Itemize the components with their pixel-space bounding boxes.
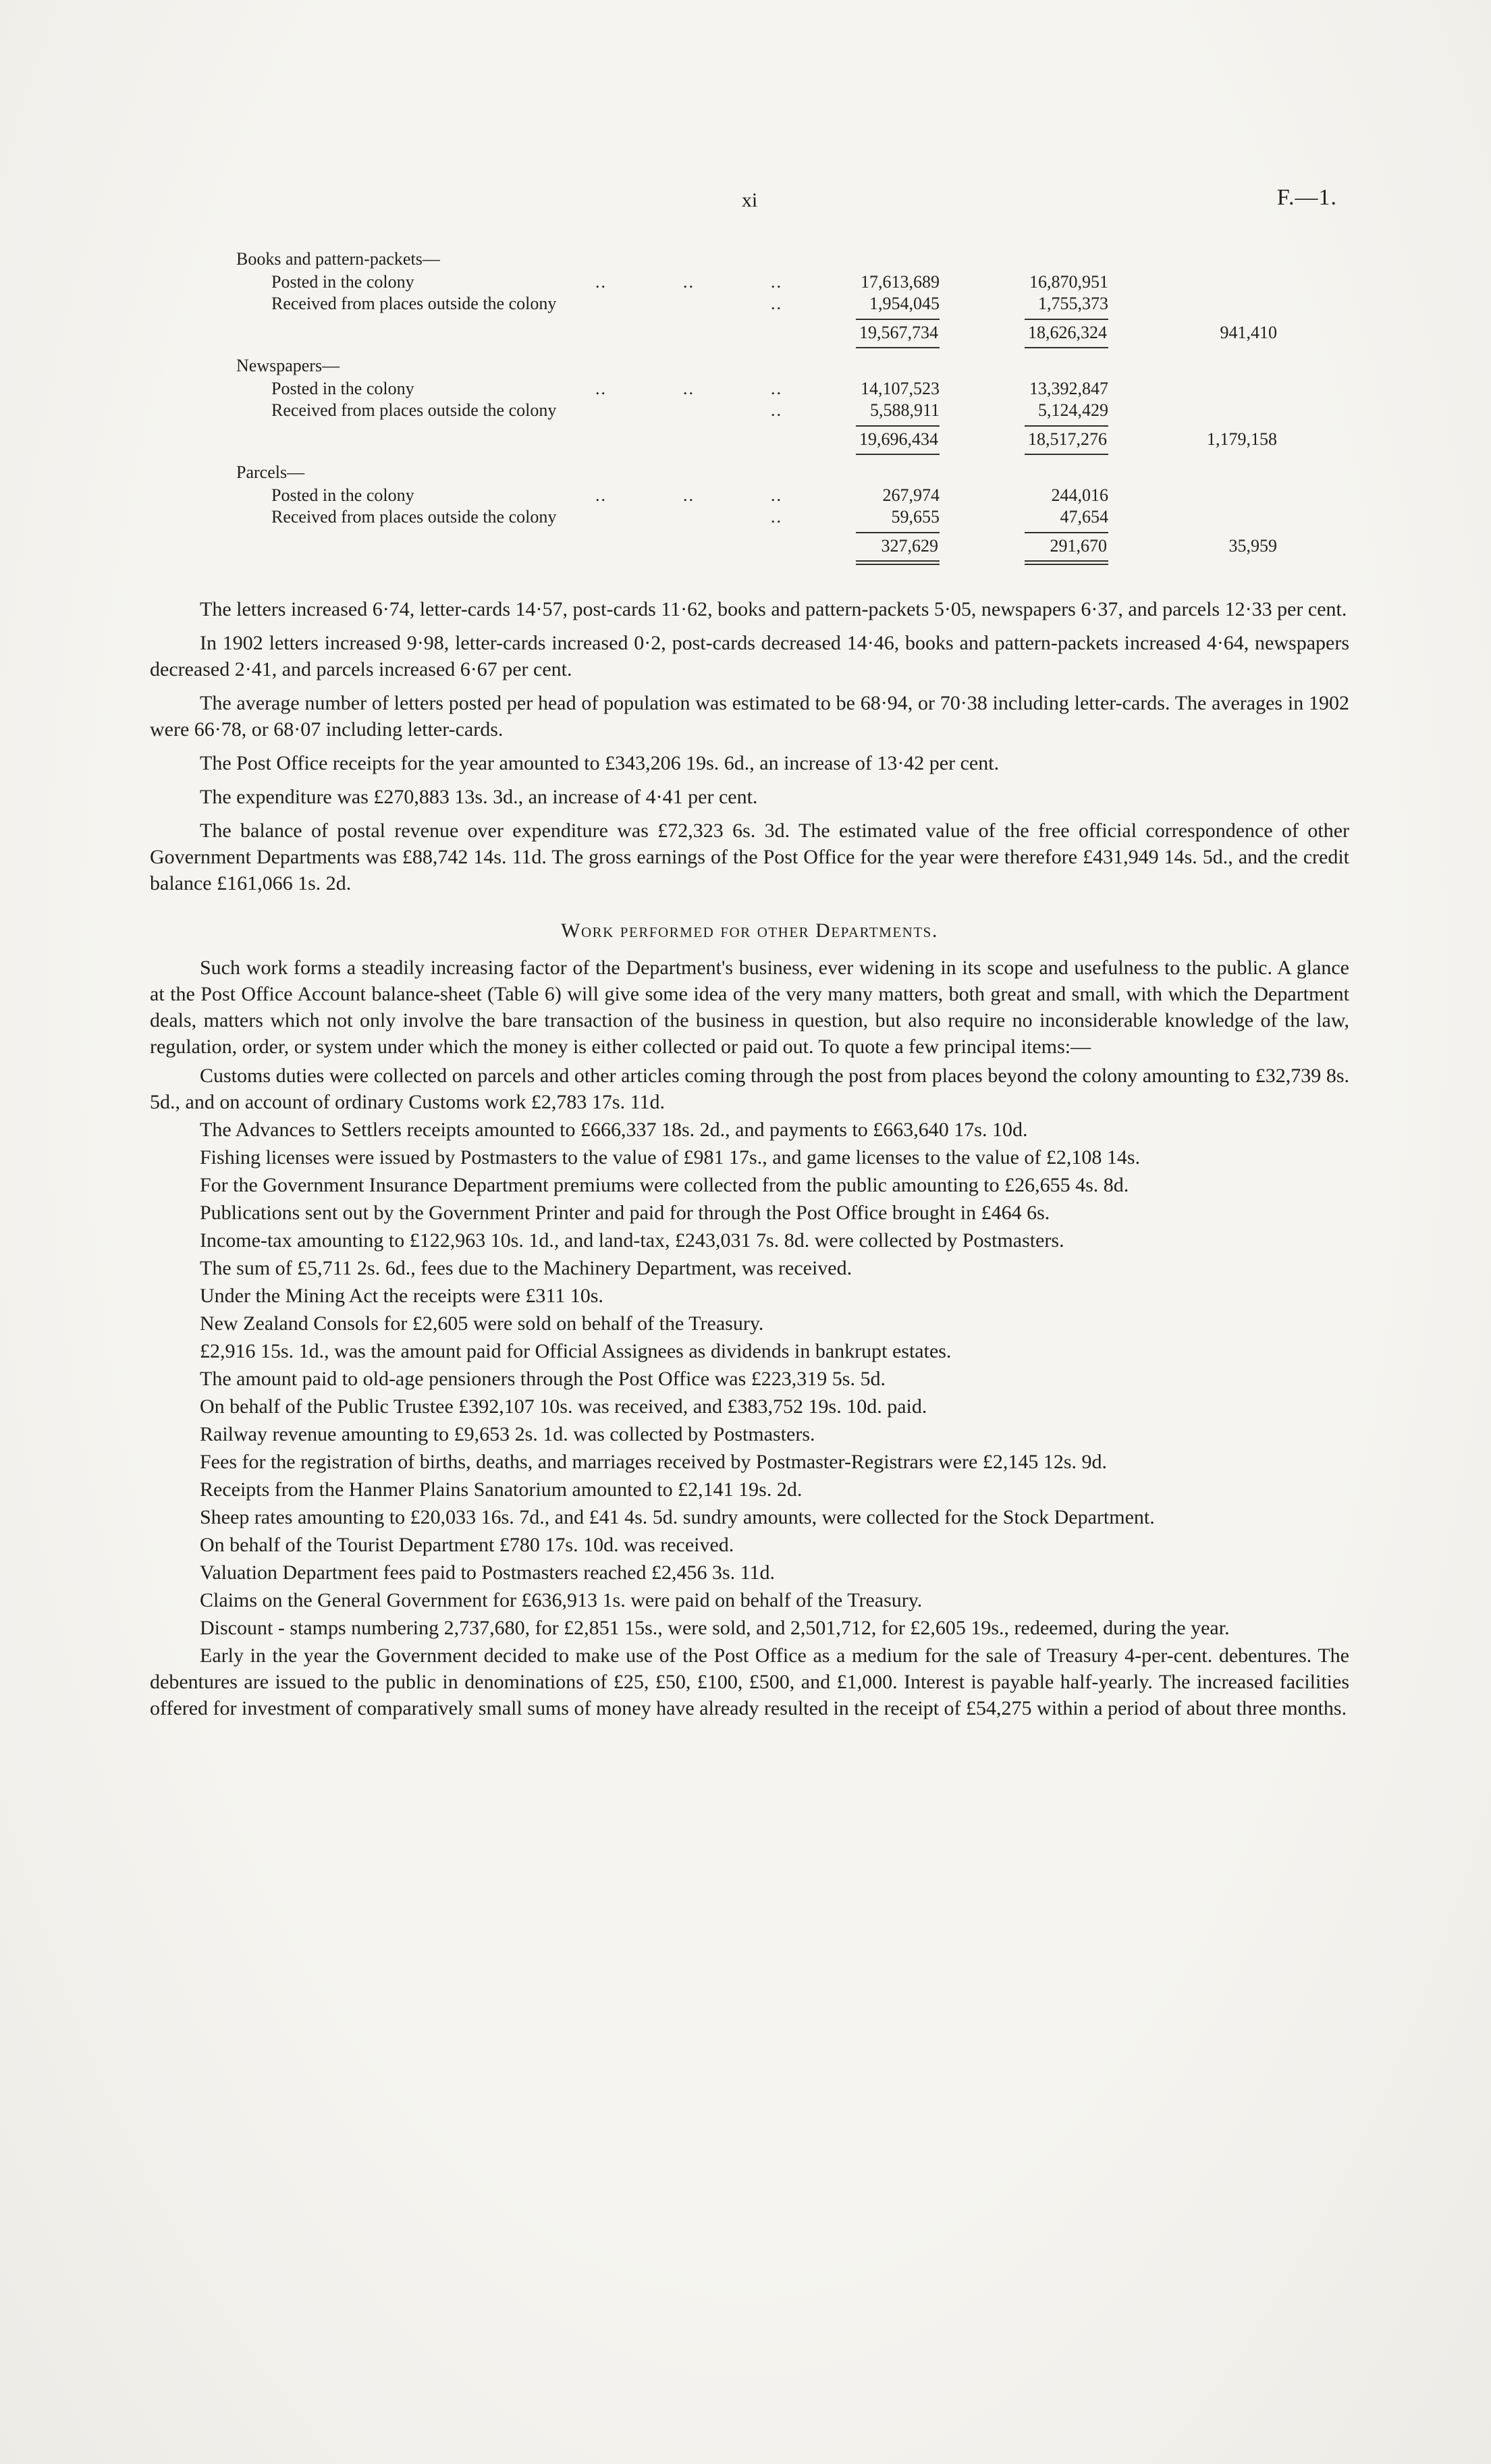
total-col3: 941,410 <box>1220 323 1277 342</box>
table-row <box>236 485 1349 506</box>
table-group-heading-row <box>236 248 1349 271</box>
section-paragraphs <box>150 955 1349 1721</box>
paragraph: Fees for the registration of births, deaths, and marriages received by Postmaster-Registrars were £2,145 12s. 9d. <box>200 1451 1108 1473</box>
mail-statistics-table <box>236 248 1349 565</box>
paragraph: New Zealand Consols for £2,605 were sold on behalf of the Treasury. <box>200 1312 764 1335</box>
amount-col1: 14,107,523 <box>861 379 940 398</box>
table-row <box>236 506 1349 528</box>
amount-col2: 1,755,373 <box>1038 294 1108 313</box>
total-col1: 19,696,434 <box>838 425 940 455</box>
paragraph: The expenditure was £270,883 13s. 3d., an increase of 4·41 per cent. <box>200 786 758 808</box>
total-col2: 291,670 <box>940 532 1108 565</box>
paragraph: Discount - stamps numbering 2,737,680, for £2,851 15s., were sold, and 2,501,712, for £2,605 19s., redeemed, during the year. <box>200 1617 1230 1639</box>
leader-dots: .. <box>771 400 782 420</box>
paragraph: The letters increased 6·74, letter-cards 14·57, post-cards 11·62, books and pattern-packets 5·05, newspapers 6·37, and parcels 12·33 per cent. <box>200 598 1347 620</box>
section-heading: Work performed for other Departments. <box>561 919 938 942</box>
table-row <box>236 378 1349 400</box>
amount-col2: 16,870,951 <box>1029 272 1108 292</box>
paragraph: Such work forms a steadily increasing factor of the Department's business, ever widening in its scope and usefulness to the public. A glance at the Post Office Account balance-sheet (Table 6) will give some idea of the very many matters, both great and small, with which the Department deals, matters which not only involve the bare transaction of the business in question, but also require no inconsiderable knowledge of the law, regulation, order, or system under which the money is either collected or paid out. To quote a few principal items:— <box>150 957 1349 1058</box>
leader-dots: .. <box>683 379 695 398</box>
group-heading: Newspapers— <box>236 356 340 375</box>
paragraph: The sum of £5,711 2s. 6d., fees due to the Machinery Department, was received. <box>200 1257 852 1279</box>
paragraph: £2,916 15s. 1d., was the amount paid for Official Assignees as dividends in bankrupt estates. <box>200 1340 952 1362</box>
leader-dots: .. <box>683 272 695 292</box>
amount-col2: 47,654 <box>1060 507 1108 527</box>
paragraph: Sheep rates amounting to £20,033 16s. 7d., and £41 4s. 5d. sundry amounts, were collected for the Stock Department. <box>200 1506 1155 1528</box>
paragraph: In 1902 letters increased 9·98, letter-cards increased 0·2, post-cards decreased 14·46, books and pattern-packets increased 4·64, newspapers decreased 2·41, and parcels increased 6·67 per cent. <box>150 632 1349 680</box>
table-total-row <box>236 532 1349 565</box>
amount-col2: 5,124,429 <box>1038 400 1108 420</box>
paragraph: Income-tax amounting to £122,963 10s. 1d., and land-tax, £243,031 7s. 8d. were collected by Postmasters. <box>200 1229 1064 1252</box>
leader-dots: .. <box>771 379 782 398</box>
paragraph: Early in the year the Government decided to make use of the Post Office as a medium for the sale of Treasury 4-per-cent. debentures. The debentures are issued to the public in denominations of £25, £50, £100, £500, and £1,000. Interest is payable half-yearly. The increased facilities offered for investment of comparatively small sums of money have already resulted in the receipt of £54,275 within a period of about three months. <box>150 1644 1349 1719</box>
amount-col1: 17,613,689 <box>861 272 940 292</box>
amount-col1: 59,655 <box>891 507 940 527</box>
amount-col1: 267,974 <box>882 485 940 505</box>
total-col2: 18,626,324 <box>940 319 1108 348</box>
doc-reference: F.—1. <box>1276 185 1337 210</box>
leader-dots: .. <box>771 485 782 505</box>
paragraph: Receipts from the Hanmer Plains Sanatorium amounted to £2,141 19s. 2d. <box>200 1478 803 1501</box>
paragraph: Publications sent out by the Government Printer and paid for through the Post Office brought in £464 6s. <box>200 1202 1050 1224</box>
leader-dots: .. <box>595 379 607 398</box>
row-label: Posted in the colony <box>271 379 414 398</box>
amount-col1: 5,588,911 <box>869 400 940 420</box>
row-label: Received from places outside the colony <box>271 294 557 313</box>
paragraph: The Post Office receipts for the year amounted to £343,206 19s. 6d., an increase of 13·42 per cent. <box>200 752 1000 774</box>
table-group-newspapers <box>236 355 1349 455</box>
leader-dots: .. <box>683 485 695 505</box>
leader-dots: .. <box>771 294 782 313</box>
table-row <box>236 271 1349 293</box>
intro-paragraphs <box>150 596 1349 896</box>
leader-dots: .. <box>595 485 607 505</box>
paragraph: Customs duties were collected on parcels and other articles coming through the post from places beyond the colony amounting to £32,739 8s. 5d., and on account of ordinary Customs work £2,783 17s. 11d. <box>150 1065 1349 1113</box>
total-col3: 1,179,158 <box>1207 429 1277 449</box>
table-total-row <box>236 319 1349 348</box>
total-col2: 18,517,276 <box>940 425 1108 455</box>
paragraph: Railway revenue amounting to £9,653 2s. 1d. was collected by Postmasters. <box>200 1423 815 1445</box>
total-col3: 35,959 <box>1228 536 1277 556</box>
page-header <box>150 185 1349 224</box>
table-group-heading-row <box>236 355 1349 378</box>
paragraph: Claims on the General Government for £636,913 1s. were paid on behalf of the Treasury. <box>200 1589 923 1611</box>
row-label: Received from places outside the colony <box>271 507 557 527</box>
paragraph: For the Government Insurance Department premiums were collected from the public amounting to £26,655 4s. 8d. <box>200 1174 1129 1196</box>
paragraph: Fishing licenses were issued by Postmasters to the value of £981 17s., and game licenses to the value of £2,108 14s. <box>200 1146 1141 1169</box>
amount-col1: 1,954,045 <box>869 294 940 313</box>
paragraph: The balance of postal revenue over expenditure was £72,323 6s. 3d. The estimated value of the free official correspondence of other Government Departments was £88,742 14s. 11d. The gross earnings of the Post Office for the year were therefore £431,949 14s. 5d., and the credit balance £161,066 1s. 2d. <box>150 820 1349 894</box>
total-col1: 327,629 <box>838 532 940 565</box>
table-row <box>236 400 1349 421</box>
paragraph: Under the Mining Act the receipts were £311 10s. <box>200 1285 603 1307</box>
row-label: Posted in the colony <box>271 485 414 505</box>
amount-col2: 13,392,847 <box>1029 379 1108 398</box>
row-label: Received from places outside the colony <box>271 400 557 420</box>
paragraph: Valuation Department fees paid to Postmasters reached £2,456 3s. 11d. <box>200 1561 776 1584</box>
leader-dots: .. <box>595 272 607 292</box>
amount-col2: 244,016 <box>1051 485 1108 505</box>
paragraph: On behalf of the Public Trustee £392,107 10s. was received, and £383,752 19s. 10d. paid. <box>200 1395 927 1418</box>
paragraph: The amount paid to old-age pensioners through the Post Office was £223,319 5s. 5d. <box>200 1368 886 1390</box>
paragraph: The Advances to Settlers receipts amounted to £666,337 18s. 2d., and payments to £663,640 17s. 10d. <box>200 1119 1028 1141</box>
leader-dots: .. <box>771 507 782 527</box>
group-heading: Parcels— <box>236 462 305 482</box>
table-total-row <box>236 425 1349 455</box>
paragraph: The average number of letters posted per head of population was estimated to be 68·94, or 70·38 including letter-cards. The averages in 1902 were 66·78, or 68·07 including letter-cards. <box>150 692 1349 741</box>
group-heading: Books and pattern-packets— <box>236 249 440 269</box>
total-col1: 19,567,734 <box>838 319 940 348</box>
leader-dots: .. <box>771 272 782 292</box>
row-label: Posted in the colony <box>271 272 414 292</box>
table-group-books <box>236 248 1349 348</box>
table-group-heading-row <box>236 462 1349 485</box>
table-group-parcels <box>236 462 1349 565</box>
page-number: xi <box>741 189 758 211</box>
paragraph: On behalf of the Tourist Department £780 17s. 10d. was received. <box>200 1534 734 1556</box>
table-row <box>236 293 1349 315</box>
